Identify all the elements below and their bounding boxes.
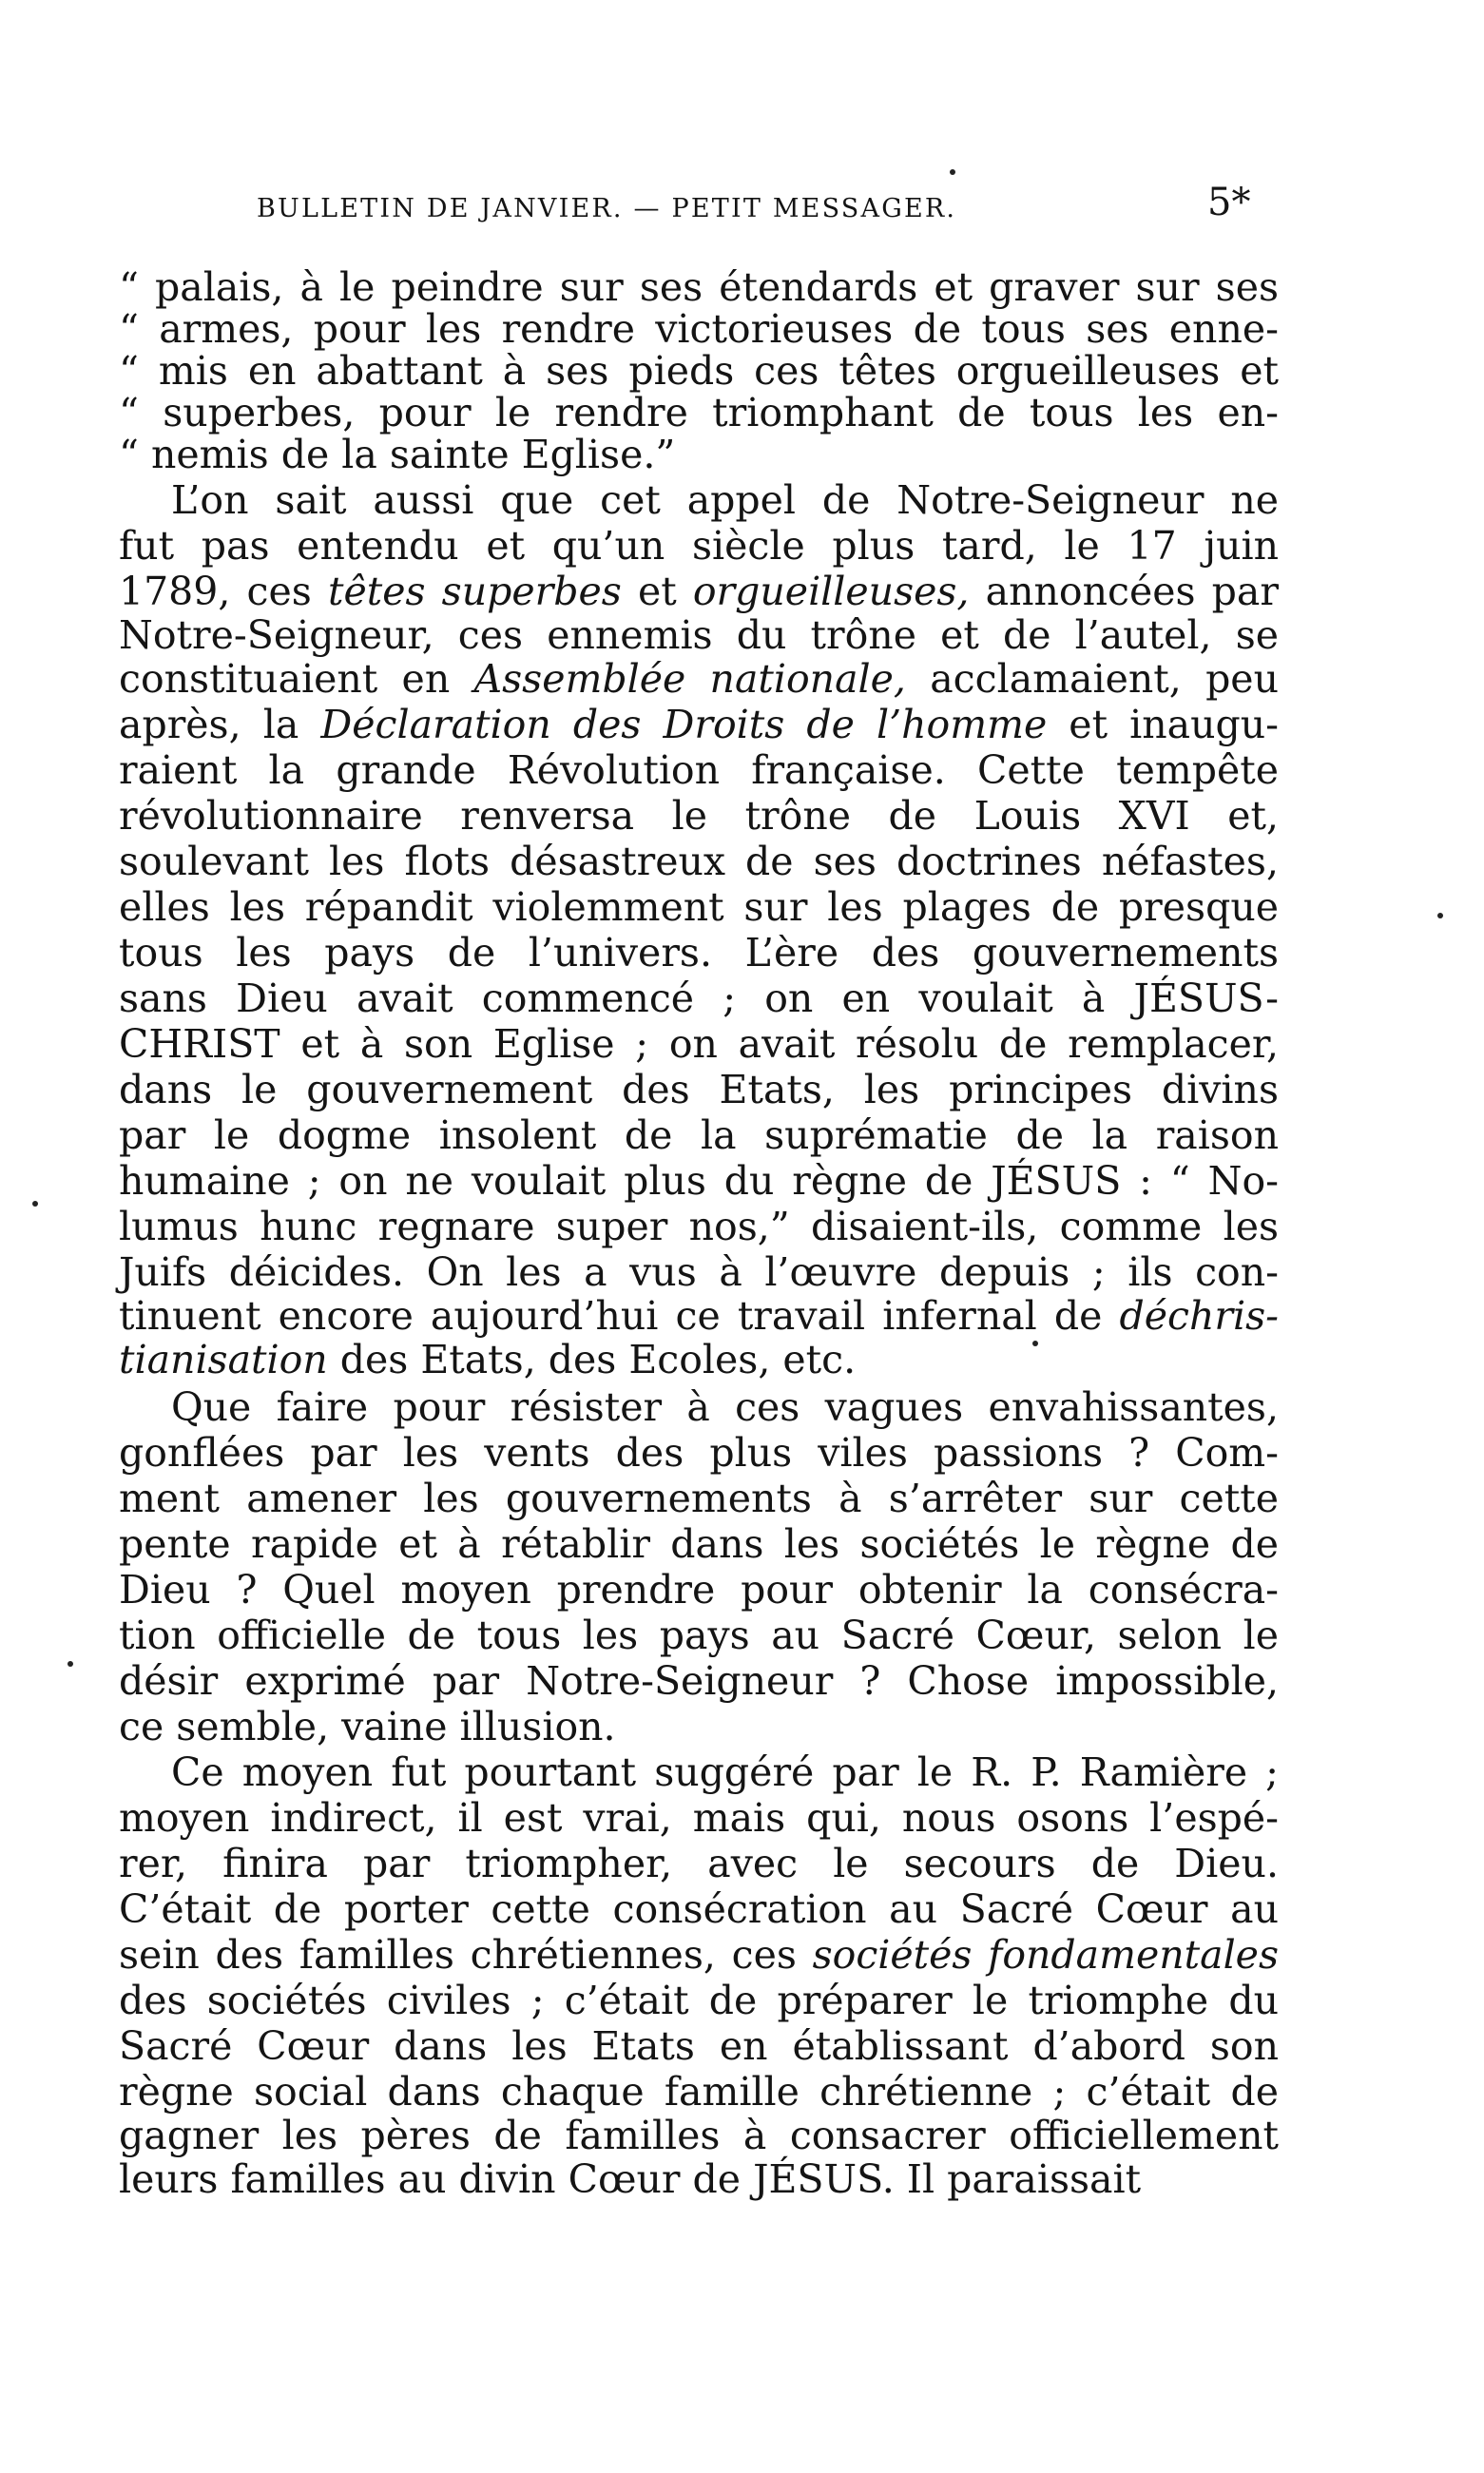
italic-span: orgueilleuses, (692, 569, 970, 614)
text-span: gagner les pères de familles à consacrer officiellement (119, 2113, 1279, 2158)
text-line (119, 655, 1279, 703)
text-span: Que faire pour résister à ces vagues envahissantes, (171, 1384, 1279, 1430)
text-line (119, 1383, 1279, 1431)
speck (950, 169, 955, 175)
italic-span: têtes superbes (327, 569, 622, 614)
text-line (119, 1703, 1279, 1750)
text-line (119, 1794, 1279, 1842)
text-line (119, 431, 1279, 478)
text-span: lumus hunc regnare super nos,” disaient-ils, comme les (119, 1204, 1279, 1249)
text-span: tion officielle de tous les pays au Sacré Cœur, selon le (119, 1613, 1279, 1658)
text-line (119, 522, 1279, 570)
text-line (119, 1657, 1279, 1705)
text-span: par le dogme insolent de la suprématie de la raison (119, 1112, 1279, 1158)
italic-span: déchris- (1119, 1293, 1279, 1339)
text-line (119, 1429, 1279, 1477)
text-line (119, 2155, 1279, 2203)
text-line (119, 2068, 1279, 2116)
text-span: après, la (119, 702, 321, 747)
text-span: fut pas entendu et qu’un siècle plus tard, le 17 juin (119, 523, 1279, 569)
text-line (119, 263, 1279, 311)
text-line (119, 2022, 1279, 2070)
text-span: rer, finira par triompher, avec le secours de Dieu. (119, 1841, 1279, 1886)
text-span: ce semble, vaine illusion. (119, 1704, 616, 1749)
text-line (119, 611, 1279, 659)
text-span: désir exprimé par Notre-Seigneur ? Chose impossible, (119, 1658, 1279, 1704)
text-span: “ armes, pour les rendre victorieuses de tous ses enne- (119, 306, 1279, 352)
text-span: Ce moyen fut pourtant suggéré par le R. P. Ramière ; (171, 1749, 1279, 1795)
text-line (119, 975, 1279, 1022)
text-line (119, 1475, 1279, 1522)
text-line (119, 1977, 1279, 2024)
text-line (119, 929, 1279, 976)
text-line (119, 1336, 1279, 1383)
text-span: 1789, ces (119, 569, 328, 614)
text-span: leurs familles au divin Cœur de JÉSUS. Il paraissait (119, 2156, 1142, 2202)
text-line (119, 792, 1279, 840)
text-span: révolutionnaire renversa le trône de Louis XVI et, (119, 793, 1279, 839)
text-span: gonflées par les vents des plus viles passions ? Com- (119, 1430, 1279, 1476)
text-span: Dieu ? Quel moyen prendre pour obtenir la consécra- (119, 1567, 1279, 1613)
text-span: tinuent encore aujourd’hui ce travail infernal de (119, 1293, 1120, 1339)
text-span: pente rapide et à rétablir dans les sociétés le règne de (119, 1521, 1279, 1567)
text-line (119, 1020, 1279, 1068)
speck (67, 1661, 73, 1667)
italic-span: Assemblée nationale, (473, 656, 906, 702)
text-span: annoncées par (969, 569, 1279, 614)
text-span: et (621, 569, 693, 614)
italic-span: tianisation (119, 1337, 328, 1382)
page-number: 5* (1207, 181, 1251, 224)
text-line (119, 838, 1279, 885)
text-span: Notre-Seigneur, ces ennemis du trône et de l’autel, se (119, 612, 1279, 658)
text-span: soulevant les flots désastreux de ses doctrines néfastes, (119, 839, 1279, 884)
text-span: “ superbes, pour le rendre triomphant de tous les en- (119, 390, 1279, 435)
text-span: elles les répandit violemment sur les plages de presque (119, 884, 1279, 930)
text-line (119, 1111, 1279, 1159)
speck (1437, 913, 1443, 918)
text-span: sans Dieu avait commencé ; on en voulait à JÉSUS- (119, 976, 1279, 1021)
text-line (119, 1520, 1279, 1568)
text-span: des Etats, des Ecoles, etc. (327, 1337, 857, 1382)
text-line (119, 1840, 1279, 1887)
text-line (119, 1748, 1279, 1796)
text-span: humaine ; on ne voulait plus du règne de JÉSUS : “ No- (119, 1158, 1279, 1204)
italic-span: sociétés fondamentales (812, 1932, 1279, 1978)
text-line (119, 1203, 1279, 1250)
text-line (119, 1612, 1279, 1659)
text-span: “ palais, à le peindre sur ses étendards et graver sur ses (119, 264, 1279, 310)
text-line (119, 883, 1279, 931)
text-span: Sacré Cœur dans les Etats en établissant d’abord son (119, 2023, 1279, 2069)
text-line (119, 476, 1279, 524)
text-line (119, 2112, 1279, 2159)
text-span: sein des familles chrétiennes, ces (119, 1932, 813, 1978)
text-span: constituaient en (119, 656, 474, 702)
text-span: tous les pays de l’univers. L’ère des gouvernements (119, 930, 1279, 976)
text-span: L’on sait aussi que cet appel de Notre-Seigneur ne (171, 477, 1279, 523)
text-span: “ mis en abattant à ses pieds ces têtes orgueilleuses et (119, 348, 1279, 394)
running-header (219, 181, 1283, 234)
text-line (119, 701, 1279, 748)
text-span: “ nemis de la sainte Eglise.” (119, 432, 676, 477)
text-span: C’était de porter cette consécration au Sacré Cœur au (119, 1886, 1279, 1932)
text-line (119, 1885, 1279, 1933)
text-line (119, 347, 1279, 395)
text-span: moyen indirect, il est vrai, mais qui, nous osons l’espé- (119, 1795, 1279, 1841)
text-span: dans le gouvernement des Etats, les principes divins (119, 1067, 1279, 1112)
speck (32, 1201, 38, 1207)
text-line (119, 389, 1279, 436)
text-line (119, 1248, 1279, 1296)
text-span: raient la grande Révolution française. Cette tempête (119, 747, 1279, 793)
text-span: et inaugu- (1047, 702, 1280, 747)
text-line (119, 1066, 1279, 1113)
text-line (119, 1931, 1279, 1979)
text-line (119, 1292, 1279, 1340)
text-span: ment amener les gouvernements à s’arrêter sur cette (119, 1476, 1279, 1521)
text-span: règne social dans chaque famille chrétienne ; c’était de (119, 2069, 1279, 2115)
speck (1032, 1341, 1038, 1346)
running-title: BULLETIN DE JANVIER. — PETIT MESSAGER. (257, 194, 957, 223)
text-span: CHRIST et à son Eglise ; on avait résolu de remplacer, (119, 1021, 1279, 1067)
text-line (119, 1157, 1279, 1205)
text-line (119, 568, 1279, 615)
text-span: Juifs déicides. On les a vus à l’œuvre depuis ; ils con- (119, 1249, 1279, 1295)
text-line (119, 746, 1279, 794)
text-line (119, 305, 1279, 353)
italic-span: Déclaration des Droits de l’homme (320, 702, 1048, 747)
text-line (119, 1566, 1279, 1613)
text-span: acclamaient, peu (905, 656, 1279, 702)
text-span: des sociétés civiles ; c’était de préparer le triomphe du (119, 1978, 1279, 2023)
